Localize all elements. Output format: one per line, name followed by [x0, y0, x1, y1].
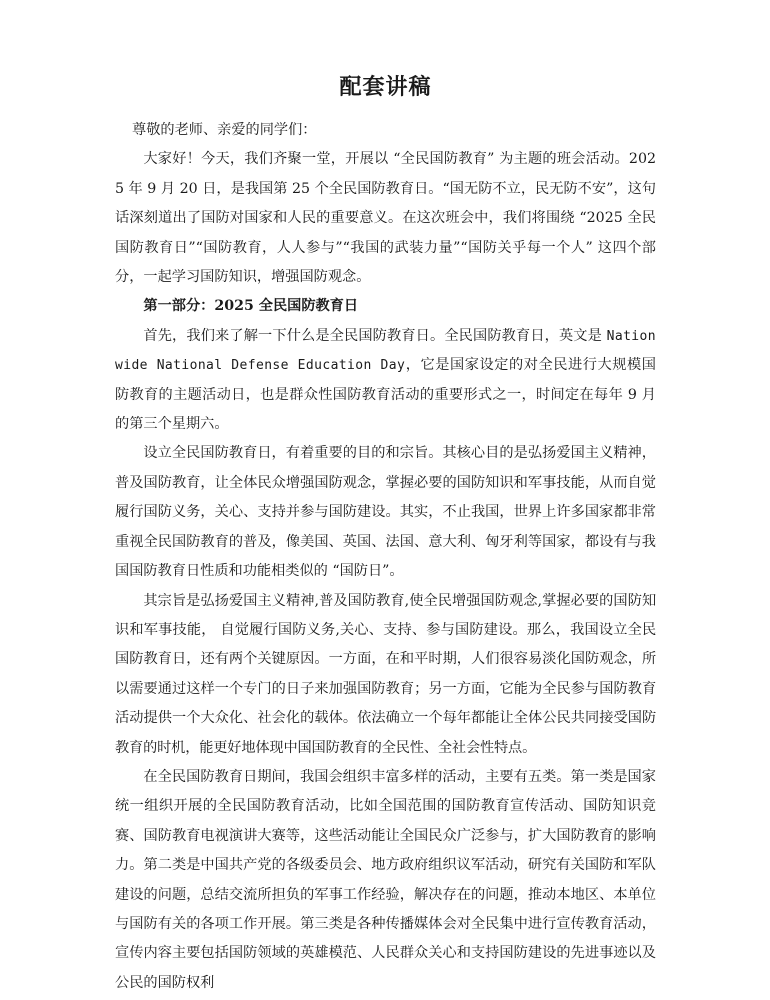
paragraph-activities: 在全民国防教育日期间，我国会组织丰富多样的活动，主要有五类。第一类是国家统一组织开展的全民国防教育活动，比如全国范围的国防教育宣传活动、国防知识竞赛、国防教育电视演讲大赛等，这些活动能让全国民众广泛参与，扩大国防教育的影响力。第二类是中国共产党的各级委员会、地方政府组织议军活动，研究有关国防和军队建设的问题，总结交流所担负的军事工作经验，解决存在的问题，推动本地区、本单位与国防有关的各项工作开展。第三类是各种传播媒体会对全民集中进行宣传教育活动，宣传内容主要包括国防领域的英雄模范、人民群众关心和支持国防建设的先进事迹以及公民的国防权利 — [115, 768, 656, 991]
salutation-line: 尊敬的老师、亲爱的同学们： — [132, 122, 317, 138]
section-heading-part-one: 第一部分：2025 全民国防教育日 — [143, 298, 359, 315]
paragraph-intro: 大家好！今天，我们齐聚一堂，开展以 “全民国防教育” 为主题的班会活动。2025 年 9 月 20 日，是我国第 25 个全民国防教育日。“国无防不立，民无防不安”，这句话深刻道出了国防对国家和人民的重要意义。在这次班会中，我们将围绕 “2025 全民国防教育日”“国防教育，人人参与”“我国的武装力量”“国防关乎每一个人” 这四个部分，一起学习国防知识，增强国防观念。 — [115, 151, 656, 286]
paragraph-definition — [115, 322, 656, 440]
english-term-nationwide-national-defense-education-day: Nationwide National Defense Education Day — [115, 328, 656, 374]
paragraph-purpose: 设立全民国防教育日，有着重要的目的和宗旨。其核心目的是弘扬爱国主义精神，普及国防教育，让全体民众增强国防观念，掌握必要的国防知识和军事技能，从而自觉履行国防义务，关心、支持并参与国防建设。其实，不止我国，世界上许多国家都非常重视全民国防教育的普及，像美国、英国、法国、意大利、匈牙利等国家，都设有与我国国防教育日性质和功能相类似的 “国防日”。 — [115, 445, 656, 580]
page-title: 配套讲稿 — [339, 74, 432, 100]
definition-text-after: ，它是国家设定的对全民进行大规模国防教育的主题活动日，也是群众性国防教育活动的重要形式之一，时间定在每年 9 月的第三个星期六。 — [115, 357, 656, 433]
definition-text-before: 首先，我们来了解一下什么是全民国防教育日。全民国防教育日，英文是 — [143, 327, 607, 344]
document-body — [115, 72, 656, 998]
paragraph-tenet: 其宗旨是弘扬爱国主义精神,普及国防教育,使全民增强国防观念,掌握必要的国防知识和军事技能， 自觉履行国防义务,关心、支持、参与国防建设。那么，我国设立全民国防教育日，还有两个关键原因。一方面，在和平时期，人们很容易淡化国防观念，所以需要通过这样一个专门的日子来加强国防教育；另一方面，它能为全民参与国防教育活动提供一个大众化、社会化的载体。依法确立一个每年都能让全体公民共同接受国防教育的时机，能更好地体现中国国防教育的全民性、全社会性特点。 — [115, 592, 656, 756]
